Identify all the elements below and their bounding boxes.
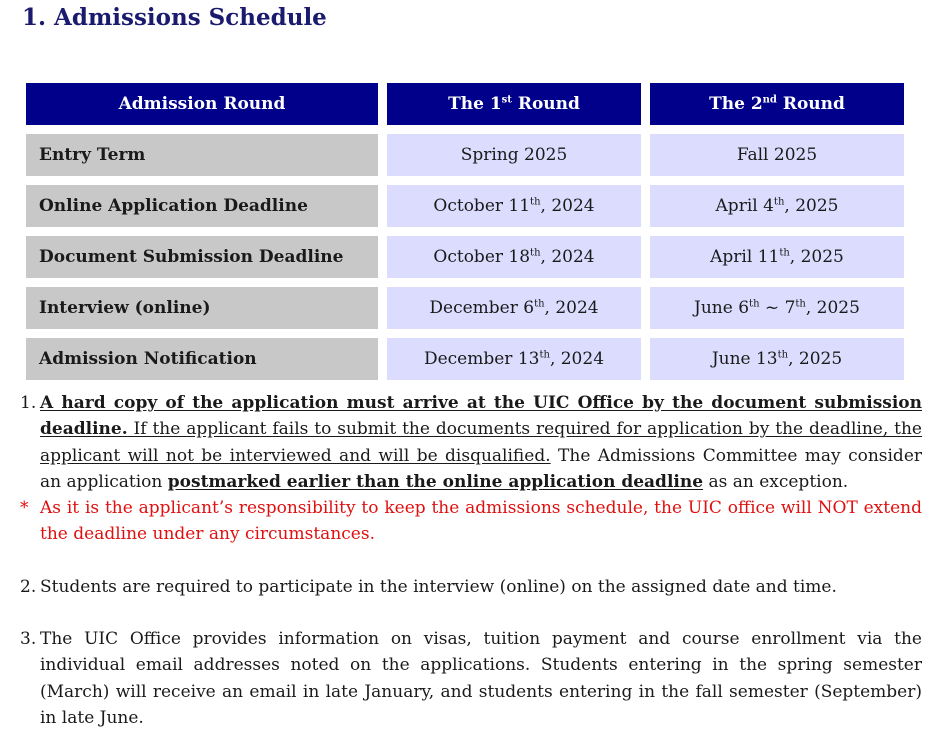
note-number: 3. (20, 629, 37, 650)
page-title: 1. Admissions Schedule (22, 4, 327, 31)
note-3-text: The UIC Office provides information on visas, tuition payment and course enrollment via the individual email addresses noted on the applications. Students entering in the spring semester (March) will receive an email in late January, and students entering in the fall semester (September) in late June. (40, 629, 922, 728)
table-row-interview (26, 287, 904, 329)
note-1-text-end: as an exception. (703, 471, 849, 492)
header-admission-round: Admission Round (26, 83, 378, 125)
notes-section (20, 390, 922, 731)
table-row-admission-notification (26, 338, 904, 380)
cell-second-round: Fall 2025 (650, 134, 904, 176)
note-3 (20, 626, 922, 731)
disqualification-notice: If the applicant fails to submit the documents required for application by the deadline, the applicant will not be interviewed and will be disqualified. (40, 419, 922, 466)
admissions-schedule-table (17, 74, 913, 389)
cell-first-round: December 6th, 2024 (387, 287, 641, 329)
row-label: Online Application Deadline (26, 185, 378, 227)
cell-second-round: April 4th, 2025 (650, 185, 904, 227)
cell-first-round: December 13th, 2024 (387, 338, 641, 380)
cell-second-round: June 6th ~ 7th, 2025 (650, 287, 904, 329)
note-number: 2. (20, 576, 37, 597)
note-number: 1. (20, 393, 37, 413)
note-1 (20, 390, 922, 495)
header-second-round: The 2nd Round (650, 83, 904, 125)
warning-asterisk: * (20, 498, 29, 519)
postmark-exception: postmarked earlier than the online application deadline (167, 471, 704, 492)
table-row-online-application-deadline (26, 185, 904, 227)
cell-first-round: October 18th, 2024 (387, 236, 641, 278)
cell-first-round: October 11th, 2024 (387, 185, 641, 227)
table-row-entry-term (26, 134, 904, 176)
row-label: Admission Notification (26, 338, 378, 380)
warning-note (20, 495, 922, 548)
note-2 (20, 574, 922, 600)
table-header-row (26, 83, 904, 125)
row-label: Interview (online) (26, 287, 378, 329)
warning-text: As it is the applicant’s responsibility to keep the admissions schedule, the UIC office will NOT extend the deadline under any circumstances. (40, 498, 922, 545)
hard-copy-requirement: A hard copy of the application must arrive at the UIC Office by the document submission deadline. (40, 393, 922, 440)
table-row-document-submission-deadline (26, 236, 904, 278)
row-label: Entry Term (26, 134, 378, 176)
cell-second-round: June 13th, 2025 (650, 338, 904, 380)
note-1-text: The Admissions Committee may consider an application (40, 445, 923, 492)
row-label: Document Submission Deadline (26, 236, 378, 278)
note-2-text: Students are required to participate in the interview (online) on the assigned date and time. (40, 576, 837, 597)
cell-second-round: April 11th, 2025 (650, 236, 904, 278)
header-first-round: The 1st Round (387, 83, 641, 125)
cell-first-round: Spring 2025 (387, 134, 641, 176)
